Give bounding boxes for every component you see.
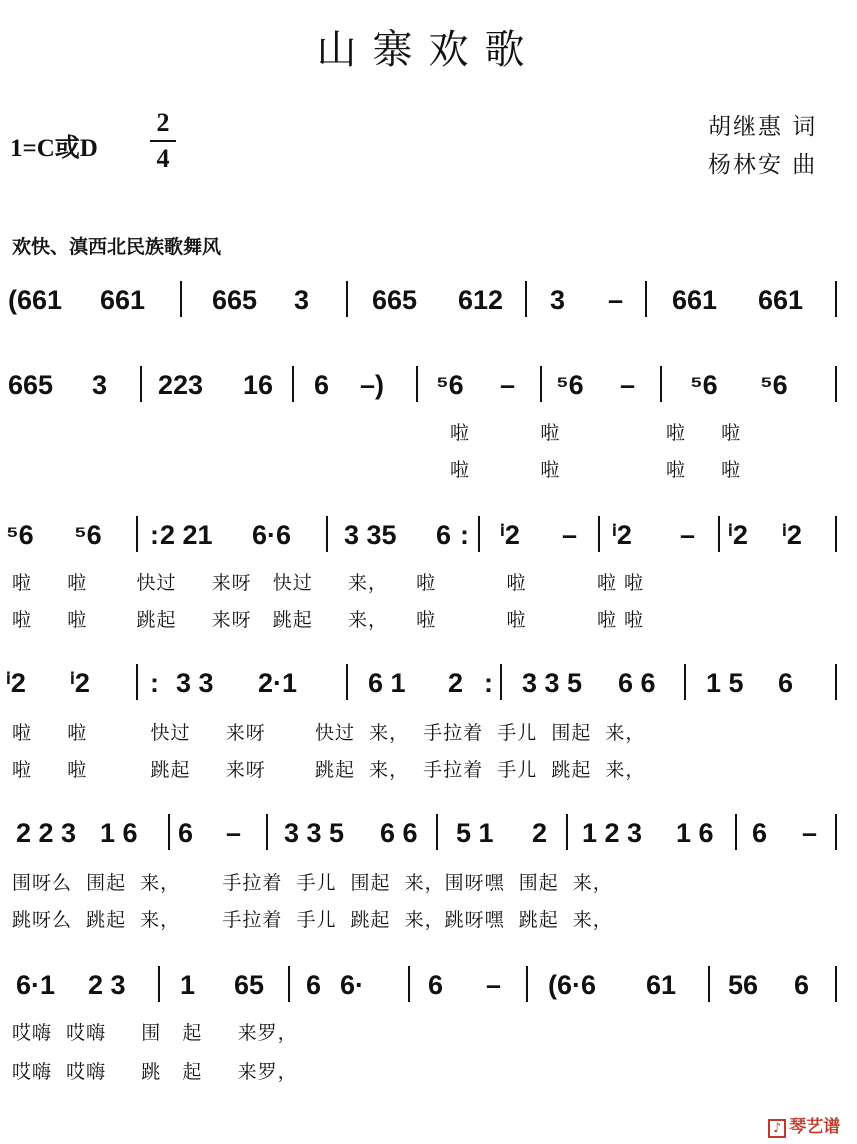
lyric-line: 哎嗨 哎嗨 围 起 来罗， bbox=[12, 1022, 298, 1044]
note-group: – bbox=[620, 370, 636, 400]
note-group: ⁱ2 bbox=[70, 668, 90, 698]
note-group: 56 bbox=[728, 970, 759, 1000]
note-group: ⁱ2 bbox=[782, 520, 802, 550]
note-group: – bbox=[500, 370, 516, 400]
note-group: 3 bbox=[294, 285, 310, 315]
barline bbox=[136, 516, 138, 552]
note-group: 65 bbox=[234, 970, 265, 1000]
barline bbox=[835, 516, 837, 552]
note-group: ⁱ2 bbox=[728, 520, 748, 550]
note-group: 3 bbox=[550, 285, 566, 315]
barline bbox=[835, 664, 837, 700]
note-group: 6 bbox=[752, 818, 768, 848]
lyric-line: 啦 啦 快过 来呀 快过 来， 啦 啦 啦 啦 bbox=[12, 572, 644, 594]
note-group: – bbox=[680, 520, 696, 550]
barline bbox=[566, 814, 568, 850]
note-group: 2 2 3 bbox=[16, 818, 77, 848]
note-group: 3 3 bbox=[176, 668, 214, 698]
barline bbox=[718, 516, 720, 552]
note-group: : bbox=[150, 668, 159, 698]
note-group: – bbox=[226, 818, 242, 848]
note-group: 5 1 bbox=[456, 818, 494, 848]
note-group: – bbox=[562, 520, 578, 550]
barline bbox=[660, 366, 662, 402]
note-group: 1 bbox=[180, 970, 196, 1000]
note-group: 6 bbox=[178, 818, 194, 848]
note-group: 1 6 bbox=[676, 818, 714, 848]
barline bbox=[288, 966, 290, 1002]
note-group: 665 bbox=[212, 285, 258, 315]
note-group: 661 bbox=[100, 285, 146, 315]
barline bbox=[835, 966, 837, 1002]
note-group: 223 bbox=[158, 370, 204, 400]
watermark-logo-icon: ♪ bbox=[768, 1119, 786, 1138]
barline bbox=[835, 814, 837, 850]
note-group: 2 3 bbox=[88, 970, 126, 1000]
barline bbox=[540, 366, 542, 402]
note-group: ⁵6 bbox=[690, 370, 718, 400]
note-group: 1 5 bbox=[706, 668, 744, 698]
barline bbox=[735, 814, 737, 850]
note-group: 6 bbox=[314, 370, 330, 400]
meter-bottom: 4 bbox=[156, 144, 170, 173]
note-group: 6 bbox=[428, 970, 444, 1000]
note-group: 6 1 bbox=[368, 668, 406, 698]
barline bbox=[408, 966, 410, 1002]
song-title: 山寨欢歌 bbox=[316, 27, 541, 73]
note-group: 3 35 bbox=[344, 520, 397, 550]
barline bbox=[168, 814, 170, 850]
lyric-line: 啦 啦 跳起 来呀 跳起 来， 手拉着 手儿 跳起 来， bbox=[12, 759, 646, 781]
composer-credit: 杨林安 曲 bbox=[708, 152, 818, 178]
barline bbox=[266, 814, 268, 850]
note-group: 665 bbox=[8, 370, 54, 400]
note-group: ⁵6 bbox=[556, 370, 584, 400]
note-group: ⁱ2 bbox=[6, 668, 26, 698]
note-group: : bbox=[150, 520, 159, 550]
note-group: ⁵6 bbox=[760, 370, 788, 400]
meter-line bbox=[150, 140, 176, 142]
lyric-line: 啦 啦 啦 啦 bbox=[450, 459, 742, 481]
barline bbox=[346, 664, 348, 700]
note-group: 16 bbox=[243, 370, 274, 400]
barline bbox=[140, 366, 142, 402]
lyric-line: 啦 啦 快过 来呀 快过 来， 手拉着 手儿 围起 来， bbox=[12, 722, 646, 744]
note-group: 3 3 5 bbox=[284, 818, 345, 848]
note-group: 6 bbox=[794, 970, 810, 1000]
barline bbox=[478, 516, 480, 552]
watermark-text: 琴艺谱 bbox=[789, 1117, 841, 1137]
note-group: 6· bbox=[340, 970, 365, 1000]
note-group: 3 bbox=[92, 370, 108, 400]
barline bbox=[326, 516, 328, 552]
note-group: 6 bbox=[436, 520, 452, 550]
watermark bbox=[768, 1112, 840, 1138]
lyric-line: 哎嗨 哎嗨 跳 起 来罗， bbox=[12, 1061, 298, 1083]
barline bbox=[835, 366, 837, 402]
barline bbox=[180, 281, 182, 317]
note-group: : bbox=[484, 668, 493, 698]
time-signature bbox=[150, 108, 176, 174]
note-group: 612 bbox=[458, 285, 504, 315]
note-group: ⁵6 bbox=[6, 520, 34, 550]
barline bbox=[526, 966, 528, 1002]
note-group: 2 bbox=[448, 668, 464, 698]
barline bbox=[684, 664, 686, 700]
note-group: 1 2 3 bbox=[582, 818, 643, 848]
lyricist-credit: 胡继惠 词 bbox=[708, 114, 818, 140]
note-group: 661 bbox=[672, 285, 718, 315]
barline bbox=[136, 664, 138, 700]
note-group: ⁱ2 bbox=[500, 520, 520, 550]
lyric-line: 啦 啦 啦 啦 bbox=[450, 422, 742, 444]
note-group: 61 bbox=[646, 970, 677, 1000]
note-group: – bbox=[802, 818, 818, 848]
lyric-line: 跳呀么 跳起 来， 手拉着 手儿 跳起 来，跳呀嘿 跳起 来， bbox=[12, 909, 613, 931]
tempo-marking: 欢快、滇西北民族歌舞风 bbox=[12, 236, 222, 258]
note-group: 6·6 bbox=[252, 520, 292, 550]
note-group: ⁱ2 bbox=[612, 520, 632, 550]
lyric-line: 围呀么 围起 来， 手拉着 手儿 围起 来，围呀嘿 围起 来， bbox=[12, 872, 613, 894]
note-group: – bbox=[608, 285, 624, 315]
note-group: 1 6 bbox=[100, 818, 138, 848]
barline bbox=[708, 966, 710, 1002]
barline bbox=[500, 664, 502, 700]
barline bbox=[416, 366, 418, 402]
barline bbox=[292, 366, 294, 402]
barline bbox=[598, 516, 600, 552]
key-signature: 1=C或D bbox=[10, 135, 98, 162]
barline bbox=[346, 281, 348, 317]
note-group: 6 6 bbox=[380, 818, 418, 848]
note-group: 665 bbox=[372, 285, 418, 315]
note-group: 6·1 bbox=[16, 970, 56, 1000]
barline bbox=[835, 281, 837, 317]
meter-top: 2 bbox=[156, 108, 170, 137]
lyric-line: 啦 啦 跳起 来呀 跳起 来， 啦 啦 啦 啦 bbox=[12, 609, 644, 631]
barline bbox=[645, 281, 647, 317]
note-group: 2 21 bbox=[160, 520, 213, 550]
barline bbox=[158, 966, 160, 1002]
note-group: 6 bbox=[306, 970, 322, 1000]
note-group: 2·1 bbox=[258, 668, 298, 698]
note-group: (661 bbox=[8, 285, 63, 315]
note-group: – bbox=[486, 970, 502, 1000]
note-group: 6 bbox=[778, 668, 794, 698]
note-group: ⁵6 bbox=[436, 370, 464, 400]
note-group: 3 3 5 bbox=[522, 668, 583, 698]
barline bbox=[436, 814, 438, 850]
note-group: –) bbox=[360, 370, 385, 400]
barline bbox=[525, 281, 527, 317]
note-group: 6 6 bbox=[618, 668, 656, 698]
note-group: 661 bbox=[758, 285, 804, 315]
note-group: (6·6 bbox=[548, 970, 597, 1000]
note-group: 2 bbox=[532, 818, 548, 848]
note-group: : bbox=[460, 520, 469, 550]
note-group: ⁵6 bbox=[74, 520, 102, 550]
